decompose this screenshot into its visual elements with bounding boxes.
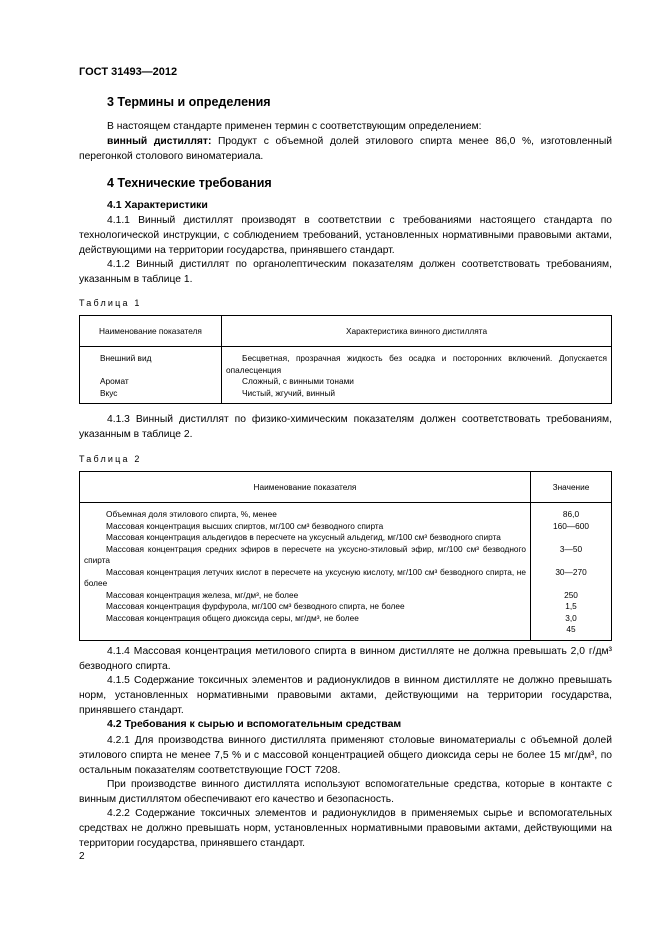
paragraph-4-1-2: 4.1.2 Винный дистиллят по органолептическим показателям должен соответствовать требованиям, указанным в таблице 1. — [79, 259, 612, 285]
table-row-value: Бесцветная, прозрачная жидкость без осадка и посторонних включений. Допускается опалесценция — [226, 353, 607, 375]
table-2-header-value: Значение — [531, 472, 612, 503]
table-2-names — [80, 503, 531, 641]
table-row-value: Сложный, с винными тонами — [242, 376, 354, 386]
subsection-4-2-title: 4.2 Требования к сырью и вспомогательным средствам — [107, 718, 402, 730]
table-row-name: Аромат — [100, 376, 129, 386]
table-row-name: Массовая концентрация высших спиртов, мг/100 см³ безводного спирта — [106, 520, 384, 531]
table-row-name: Объемная доля этилового спирта, %, менее — [106, 509, 277, 519]
table-2 — [79, 471, 612, 641]
table-row-name: Массовая концентрация средних эфиров в пересчете на уксусно-этиловый эфир, мг/100 см³ безводного спирта — [84, 543, 526, 565]
subsection-4-1-title: 4.1 Характеристики — [107, 199, 208, 211]
table-1-header-name: Наименование показателя — [80, 316, 222, 347]
table-row-name: Массовая концентрация альдегидов в пересчете на уксусный альдегид, мг/100 см³ безводного спирта — [106, 532, 501, 542]
paragraph-4-1-1: 4.1.1 Винный дистиллят производят в соответствии с требованиями настоящего стандарта по технологической инструкции, с соблюдением требований, установленных нормативными правовыми актами, действующими на территории государства, принявшего стандарт. — [79, 215, 612, 256]
table-1 — [79, 315, 612, 404]
term: винный дистиллят: — [107, 136, 212, 147]
table-row-value: 3—50 — [559, 543, 583, 554]
table-2-values — [531, 503, 612, 641]
table-row-name: Массовая концентрация железа, мг/дм³, не более — [106, 589, 299, 600]
table-1-caption: Таблица 1 — [79, 298, 142, 308]
table-row-value: Чистый, жгучий, винный — [242, 387, 336, 398]
paragraph-4-2-2: 4.2.2 Содержание токсичных элементов и радионуклидов в применяемых сырье и вспомогательных средствах не должно превышать норм, установленных нормативными правовыми актами, действующими на территории государства, принявшего стандарт. — [79, 808, 612, 849]
table-2-caption: Таблица 2 — [79, 454, 142, 464]
table-row-value: 250 — [564, 589, 578, 600]
table-row-value: 30—270 — [555, 566, 587, 577]
paragraph-4-2-1-b: При производстве винного дистиллята используют вспомогательные средства, которые в контакте с винным дистиллятом обеспечивают его качество и безопасность. — [79, 779, 612, 805]
paragraph-4-1-4: 4.1.4 Массовая концентрация метилового спирта в винном дистилляте не должна превышать 2,0 г/дм³ безводного спирта. — [79, 646, 612, 672]
term-definition — [79, 134, 612, 164]
table-row-value: 3,0 — [565, 612, 577, 623]
table-row-value: 1,5 — [565, 601, 577, 611]
table-row-name: Массовая концентрация фурфурола, мг/100 см³ безводного спирта, не более — [106, 601, 405, 611]
paragraph-4-2-1: 4.2.1 Для производства винного дистиллята применяют столовые виноматериалы с объемной долей этилового спирта не менее 7,5 % и с массовой концентрацией общего диоксида серы не более 15 мг/дм³, по остальным показателям соответствующие ГОСТ 7208. — [79, 735, 612, 776]
table-row-name: Массовая концентрация летучих кислот в пересчете на уксусную кислоту, мг/100 см³ безводного спирта, не более — [84, 566, 526, 588]
section-3-title: 3 Термины и определения — [107, 95, 271, 109]
section-3-intro: В настоящем стандарте применен термин с соответствующим определением: — [107, 121, 482, 132]
table-1-header-value: Характеристика винного дистиллята — [222, 316, 612, 347]
table-row-value: 160—600 — [553, 520, 589, 531]
paragraph-4-1-3: 4.1.3 Винный дистиллят по физико-химическим показателям должен соответствовать требованиям, указанным в таблице 2. — [79, 414, 612, 440]
definition: Продукт с объемной долей этилового спирта менее 86,0 %, изготовленный перегонкой столового виноматериала. — [79, 136, 612, 162]
table-2-header-name: Наименование показателя — [80, 472, 531, 503]
table-row-name: Вкус — [100, 387, 118, 398]
table-row-name: Массовая концентрация общего диоксида серы, мг/дм³, не более — [106, 612, 359, 623]
page-number: 2 — [79, 851, 85, 862]
table-row-value: 86,0 — [562, 509, 580, 519]
paragraph-4-1-5: 4.1.5 Содержание токсичных элементов и радионуклидов в винном дистилляте не должно превышать норм, установленных нормативными правовыми актами, действующими на территории государства, принявшего стандарт. — [79, 675, 612, 716]
table-1-values — [222, 347, 612, 404]
section-4-title: 4 Технические требования — [107, 176, 272, 190]
table-row-name: Внешний вид — [100, 353, 152, 363]
table-row-value: 45 — [566, 624, 576, 634]
table-1-names — [80, 347, 222, 404]
document-code: ГОСТ 31493—2012 — [79, 66, 178, 78]
